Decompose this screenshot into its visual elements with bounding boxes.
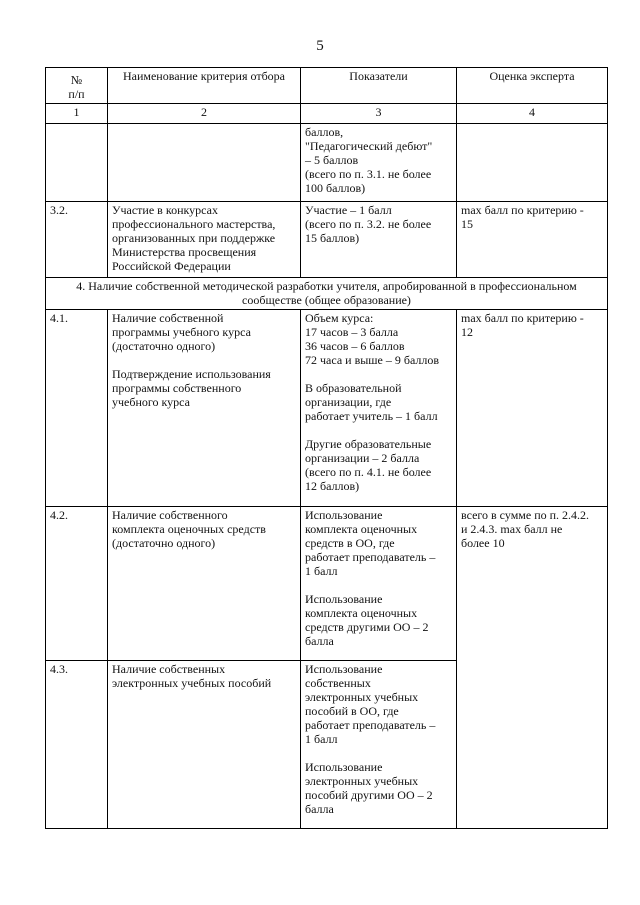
assessment-text: max балл по критерию - 12: [461, 311, 584, 339]
indicator-text: Другие образовательные организации – 2 балла (всего по п. 4.1. не более 12 баллов): [305, 437, 432, 493]
spacer: [305, 367, 452, 381]
criterion-name: Участие в конкурсах профессионального мастерства, организованных при поддержке Министерства просвещения Российской Федерации: [112, 203, 276, 273]
criterion-name-cell: [108, 661, 301, 829]
column-number: 1: [46, 104, 108, 124]
section-heading: 4. Наличие собственной методической разработки учителя, апробированной в профессиональном сообществе (общее образование): [46, 278, 608, 310]
assessment-text: всего в сумме по п. 2.4.2. и 2.4.3. max балл не более 10: [461, 508, 590, 550]
criterion-name-cell: [108, 507, 301, 661]
criteria-table: [45, 67, 608, 829]
row-number: 4.3.: [50, 662, 68, 676]
table-row: [46, 124, 608, 202]
indicator-cell: [301, 202, 457, 278]
indicator-cell: [301, 310, 457, 507]
header-expert-assessment: Оценка эксперта: [457, 68, 608, 104]
row-number-cell: [46, 507, 108, 661]
column-number-row: [46, 104, 608, 124]
assessment-cell: [457, 202, 608, 278]
row-number: 4.2.: [50, 508, 68, 522]
row-number-cell: [46, 124, 108, 202]
indicator-text: Использование собственных электронных учебных пособий в ОО, где работает преподаватель – 1 балл: [305, 662, 436, 746]
assessment-cell: [457, 310, 608, 507]
table-header-row: [46, 68, 608, 104]
criterion-name: Наличие собственной программы учебного курса (достаточно одного): [112, 311, 251, 353]
row-number-cell: [46, 202, 108, 278]
row-number-cell: [46, 310, 108, 507]
column-number: 4: [457, 104, 608, 124]
indicator-text: Использование комплекта оценочных средств в ОО, где работает преподаватель – 1 балл: [305, 508, 436, 578]
criterion-name-cell: [108, 202, 301, 278]
header-indicators: Показатели: [301, 68, 457, 104]
column-number: 3: [301, 104, 457, 124]
section-heading-row: [46, 278, 608, 310]
table-row: [46, 202, 608, 278]
criterion-name-cell: [108, 310, 301, 507]
indicator-text: Участие – 1 балл (всего по п. 3.2. не более 15 баллов): [305, 203, 432, 245]
indicator-text: Объем курса: 17 часов – 3 балла 36 часов – 6 баллов 72 часа и выше – 9 баллов: [305, 311, 440, 367]
assessment-cell: [457, 124, 608, 202]
column-number: 2: [108, 104, 301, 124]
assessment-text: max балл по критерию - 15: [461, 203, 584, 231]
row-number: 4.1.: [50, 311, 68, 325]
row-number: 3.2.: [50, 203, 68, 217]
header-number: [46, 68, 108, 104]
indicator-text: Использование комплекта оценочных средств другими ОО – 2 балла: [305, 592, 429, 648]
header-criterion-name: Наименование критерия отбора: [108, 68, 301, 104]
spacer: [305, 578, 452, 592]
criterion-name: Наличие собственных электронных учебных пособий: [112, 662, 272, 690]
row-number-cell: [46, 661, 108, 829]
criterion-name-secondary: Подтверждение использования программы собственного учебного курса: [112, 367, 271, 409]
page-number: 5: [316, 38, 324, 54]
indicator-cell: [301, 661, 457, 829]
criterion-name-cell: [108, 124, 301, 202]
indicator-text: В образовательной организации, где работает учитель – 1 балл: [305, 381, 438, 423]
indicator-text: Использование электронных учебных пособий другими ОО – 2 балла: [305, 760, 433, 816]
table-row: [46, 507, 608, 661]
indicator-text: баллов, "Педагогический дебют" – 5 баллов (всего по п. 3.1. не более 100 баллов): [305, 125, 433, 195]
indicator-cell: [301, 507, 457, 661]
spacer: [305, 746, 452, 760]
table-row: [46, 310, 608, 507]
header-number-label: № п/п: [68, 73, 85, 101]
assessment-cell: [457, 507, 608, 829]
spacer: [112, 353, 296, 367]
criterion-name: Наличие собственного комплекта оценочных средств (достаточно одного): [112, 508, 266, 550]
spacer: [305, 423, 452, 437]
indicator-cell: [301, 124, 457, 202]
